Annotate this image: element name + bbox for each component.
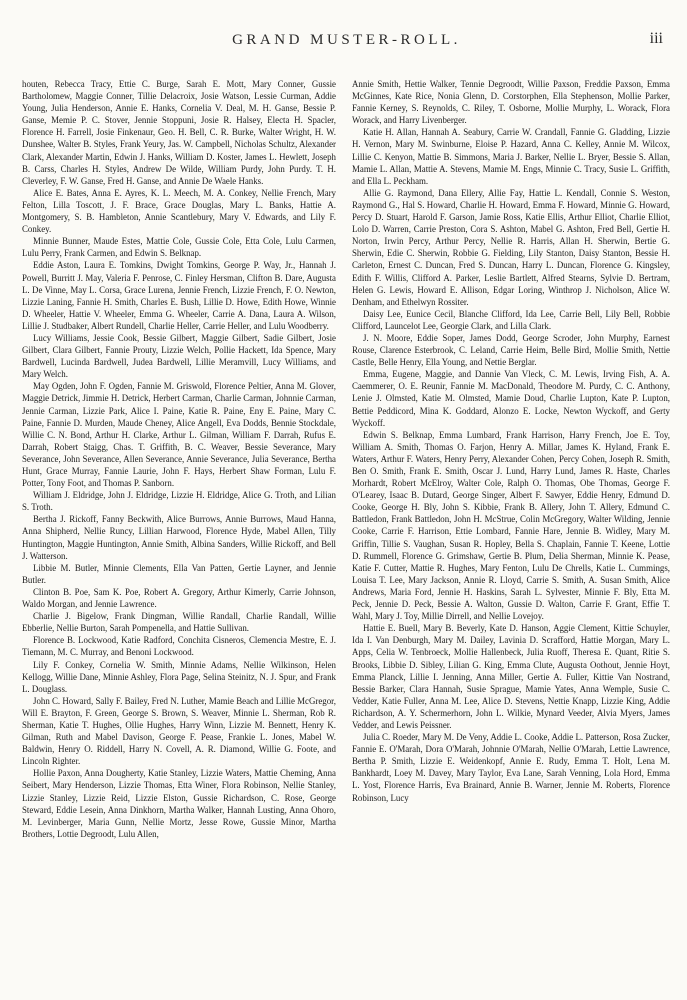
roll-paragraph: May Ogden, John F. Ogden, Fannie M. Griswold, Florence Peltier, Anna M. Glover, Maggie Detrick, Jimmie H. Detrick, Herbert Carman, Charlie Carman, Johnnie Carman, Jennie Carman, Lizzie Park, Alice I. Paine, Katie R. Paine, Eny E. Paine, Mary C. Paine, Fannie D. Murden, Maude Cheney, Alice Angell, Eva Dodds, Bennie Stockdale, Willie C. N. Bond, Arthur H. Clarke, Arthur L. Gilman, William F. Darrah, Rufus E. Darrah, Robert Staigg, Chas. T. Griffith, B. C. Weaver, Bessie Severance, Mary Severance, John Severance, Allen Severance, Annie Severance, Julia Severance, Bertha Hunt, Grace Murray, Fannie Laurie, John F. Hays, Herbert Shaw Forman, Lulu F. Potter, Tony Foot, and Thomas P. Sanborn.: [22, 381, 336, 489]
roll-paragraph: Charlie J. Bigelow, Frank Dingman, Willie Randall, Charlie Randall, Willie Ebberlie, Nellie Burton, Sarah Pompenella, and Hattie Sullivan.: [22, 611, 336, 634]
roll-paragraph: Katie H. Allan, Hannah A. Seabury, Carrie W. Crandall, Fannie G. Gladding, Lizzie H. Vernon, Mary M. Swinburne, Eloise P. Hazard, Anna C. Kelley, Annie M. Wilcox, Lillie C. Kenyon, Mattie B. Simmons, Maria J. Barker, Nellie L. Bryer, Bessie S. Allan, Mamie L. Allan, Mattie A. Stevens, Mamie M. Engs, Minnie C. Tracy, Susie L. Griffith, and Ella L. Peckham.: [352, 127, 670, 186]
roll-paragraph: Alice E. Bates, Anna E. Ayres, K. L. Meech, M. A. Conkey, Nellie French, Mary Felton, Lilla Toscott, J. F. Brace, Grace Douglas, Mary L. Banks, Hattie A. Montgomery, S. B. Hambleton, Annie Scantlebury, Mary V. Edwards, and Lily F. Conkey.: [22, 187, 336, 235]
roll-paragraph: William J. Eldridge, John J. Eldridge, Lizzie H. Eldridge, Alice G. Troth, and Lilian S. Troth.: [22, 490, 336, 513]
roll-paragraph: Minnie Bunner, Maude Estes, Mattie Cole, Gussie Cole, Etta Cole, Lulu Carmen, Lulu Perry, Frank Carmen, and Edwin S. Belknap.: [22, 236, 336, 259]
roll-paragraph: J. N. Moore, Eddie Soper, James Dodd, George Scroder, John Murphy, Earnest Rouse, Clarence Esterbrook, C. Leland, Carrie Heim, Belle Bird, Mollie Smith, Nettie Castle, Belle Henry, Ella Young, and Nettie Berglar.: [352, 332, 670, 368]
running-title: GRAND MUSTER-ROLL.: [232, 32, 461, 48]
roll-paragraph: Bertha J. Rickoff, Fanny Beckwith, Alice Burrows, Annie Burrows, Maud Hanna, Anna Shipherd, Nellie Runcy, Lillian Harwood, Florence Hyde, Mabel Allen, Tilly Huntington, Maggie Huntington, Annie Smith, Albina Sanders, Willie Rickoff, and Bell J. Watterson.: [22, 514, 336, 561]
roll-paragraph: Libbie M. Butler, Minnie Clements, Ella Van Patten, Gertie Layner, and Jennie Butler.: [22, 562, 336, 585]
roll-paragraph: Daisy Lee, Eunice Cecil, Blanche Clifford, Ida Lee, Carrie Bell, Lily Bell, Robbie Clifford, Launcelot Lee, Georgie Clark, and Lilla Clark.: [352, 308, 670, 331]
roll-paragraph: Emma, Eugene, Maggie, and Dannie Van Vleck, C. M. Lewis, Irving Fish, A. A. Caemmerer, O. E. Reunir, Fannie M. MacDonald, Theodore M. Purdy, C. C. Anthony, Lenie J. Olmsted, Katie M. Olmsted, Mamie Doud, Charlie Lupton, Kate P. Lupton, Bettie Peddicord, Mina K. Goddard, Alonzo E. Locke, Newton Wyckoff, and Gerty Wyckoff.: [352, 369, 670, 428]
roll-paragraph: Allie G. Raymond, Dana Ellery, Allie Fay, Hattie L. Kendall, Connie S. Weston, Raymond G., Hal S. Howard, Charlie H. Howard, Emma F. Howard, Minnie G. Howard, Percy D. Stuart, Harold F. Garson, Jamie Ross, Katie Ellis, Arthur Elliot, Charlie Elliot, Lolo D. Warren, Carrie Preston, Cora S. Ashton, Mabel G. Ashton, Fred Bell, Gertie H. Norton, Irwin Percy, Arthur Percy, Nellie R. Harris, Allan H. Sherwin, Bertie G. Sherwin, Edie C. Sherwin, Robbie G. Fielding, Lily Stanton, Daisy Stanton, Bessie H. Carleton, Ernest C. Duncan, Fred S. Duncan, Harry L. Duncan, Florence G. Kingsley, Edith F. Willis, Clifford A. Parker, Leslie Bartlett, Alfred Stearns, Sylvie D. Bertram, Helen G. Lewis, Howard E. Allison, Edgar Loring, Winthrop J. Nicholson, Alice W. Denham, and Ethelwyn Rossiter.: [352, 187, 670, 307]
roll-paragraph: Hollie Paxon, Anna Dougherty, Katie Stanley, Lizzie Waters, Mattie Cheming, Anna Seibert, Mary Henderson, Lizzie Thomas, Etta Winer, Flora Robinson, Nellie Stanley, Lizzie Stanley, Lizzie Reid, Lizzie Elston, Gussie Richardson, C. Rose, George Steward, Eddie Lesein, Anna Dinkhorn, Martha Walker, Hannah Lusting, Anna Ohoro, M. Levinberger, Maria Gunn, Nellie Mortz, Jesse Rowe, Gussie Minor, Martha Brothers, Lottie Degroodt, Lulu Allen,: [22, 768, 336, 839]
left-column: [22, 78, 336, 986]
roll-paragraph: houten, Rebecca Tracy, Ettie C. Burge, Sarah E. Mott, Mary Conner, Gussie Bartholomew, Maggie Conner, Tillie Delacroix, Josie Watson, Lessie Curman, Addie Young, Julia Henderson, Annie E. Hanks, Cornelia V. Deal, M. H. Ganse, Bessie P. Ganse, Memie P. C. Stover, Jennie Stoppuni, Josie R. Halsey, Electa H. Spacler, Florence H. Farrell, Josie Finkenaur, Geo. H. Bell, C. R. Burke, Walter Wright, H. W. Dunshee, Walter B. Styles, Frank Yeury, Jas. W. Campbell, Nicholas Schultz, Alexander Clark, Alexander Martin, Edwin J. Hanks, William D. Koster, James L. Hewlett, Joseph B. Carss, Charles H. Styles, Andrew De Wilde, William Purdy, John Purdy. T. H. Cleverley, F. W. Ganse, Fred H. Ganse, and Annie De Waele Hanks.: [22, 79, 336, 186]
right-column: [352, 78, 670, 986]
roll-paragraph: Clinton B. Poe, Sam K. Poe, Robert A. Gregory, Arthur Kimerly, Carrie Johnson, Waldo Morgan, and Jennie Lawrence.: [22, 586, 336, 610]
roll-paragraph: Lily F. Conkey, Cornelia W. Smith, Minnie Adams, Nellie Wilkinson, Helen Kellogg, Willie Dane, Minnie Ashley, Flora Page, Selina Steinitz, N. J. Spur, and Frank L. Douglass.: [22, 659, 336, 694]
roll-paragraph: John C. Howard, Sally F. Bailey, Fred N. Luther, Mamie Beach and Lillie McGregor, Will E. Brayton, F. Green, George S. Brown, S. Weaver, Minnie L. Sherman, Rob R. Sherman, Katie T. Hughes, Ollie Hughes, Harry Winn, Lizzie M. Bennett, Henry K. Gilman, Ruth and Mabel Davison, George F. Pease, Frankie L. Jones, Mabel W. Baldwin, Henry O. Riddell, Harry N. Covell, A. R. Diamond, Willie G. Foote, and Lincoln Righter.: [22, 695, 336, 767]
roll-paragraph: Julia C. Roeder, Mary M. De Veny, Addie L. Cooke, Addie L. Patterson, Rosa Zucker, Fannie E. O'Marah, Dora O'Marah, Johnnie O'Marah, Nellie O'Marah, Lettie Lawrence, Bertha P. Smith, Lizzie E. Weidenkopf, Annie E. Rudy, Emma T. Holt, Lena M. Bankhardt, Loey M. Davey, Mary Taylor, Eva Lane, Sarah Venning, Lola Hord, Emma L. Yost, Florence Harris, Eva Brainard, Annie B. Warner, Jennie M. Roberts, Florence Robinson, Lucy: [352, 732, 670, 803]
roll-paragraph: Edwin S. Belknap, Emma Lumbard, Frank Harrison, Harry French, Joe E. Toy, William A. Smith, Thomas O. Farjon, Henry A. Millar, James K. Hyland, Frank E. Waters, Arthur F. Waters, Henry Perry, Alexander Cohen, Percy Cohen, Joseph R. Smith, Ben O. Smith, Frank E. Smith, Oscar J. Lund, Harry Lund, James R. Haste, Charles Morhardt, Robert McElroy, Walter Cole, Ralph O. Thomas, Obe Thomas, George F. O'Learey, Isaac B. Dutard, George Singer, Albert F. Sawyer, Eddie Henry, Edmund D. Cooke, George H. Bly, John S. Kibbie, Frank B. Allery, John T. Allery, Edmund C. Battledon, Frank Battledon, John H. McStrue, Colin McGregory, Walter Wilding, Jennie Cooke, Carrie F. Harrison, Ettie Lombard, Fannie Hare, Jennie B. Widley, Mary M. Griffin, Tillie S. Vaughan, Susan R. Hopley, Bella S. Chaplain, Fannie T. Keene, Lottie D. Rummell, Florence G. Grimshaw, Gertie B. Plum, Delia Sherman, Minnie K. Pease, Katie F. Cutter, Mattie R. Hughes, Mary Fenton, Lulu De Chrells, Katie L. Cummings, Louisa T. Lee, Mary Jackson, Annie R. Lloyd, Carrie S. Smith, A. Susan Smith, Alice Andrews, Maria Ford, Jennie H. Haskins, Sarah L. Sylvester, Minnie F. Bly, Etta M. Peck, Jennie D. Peck, Bessie A. Walton, Gussie D. Walton, Carrie F. Grant, Effie T. Wahl, Mary J. Toy, Millie Dirrell, and Nellie Lovejoy.: [352, 429, 670, 622]
roll-paragraph: Annie Smith, Hettie Walker, Tennie Degroodt, Willie Paxson, Freddie Paxson, Emma McGinnes, Kate Rice, Nonia Glenn, D. Corstorphen, Ella Stephenson, Mollie Parker, Fannie Kerney, S. Reynolds, C. Riley, T. Osborne, Mollie Murphy, L. Worack, Flora Worack, and Harry Livenberger.: [352, 79, 670, 126]
page-number: iii: [649, 30, 663, 47]
roll-paragraph: Florence B. Lockwood, Katie Radford, Conchita Cisneros, Clemencia Mestre, E. J. Tiemann, M. C. Murray, and Benoni Lockwood.: [22, 635, 336, 658]
page-header: [22, 24, 671, 54]
roll-paragraph: Lucy Williams, Jessie Cook, Bessie Gilbert, Maggie Gilbert, Sadie Gilbert, Josie Gilbert, Clara Gilbert, Fannie Prouty, Lizzie Welch, Pollie Hackett, Ida Spence, Mary Bardwell, Lucinda Bardwell, Judea Bardwell, Lillie Meramvill, Lucy Williams, and Mary Welch.: [22, 332, 336, 380]
roll-paragraph: Eddie Aston, Laura E. Tomkins, Dwight Tomkins, George P. Way, Jr., Hannah J. Powell, Burritt J. May, Valeria F. Penrose, C. Finley Hersman, Clifton B. Dare, Augusta L. De Vinne, May L. Corsa, Grace Lurena, Jennie French, Lizzie French, F. O. Newton, Lizzie Laning, Fannie H. Smith, Charles E. Bush, Lillie D. Howe, Edith Howe, Winnie D. Wheeler, Hattie V. Wheeler, Emma G. Wheeler, Carrie A. Dana, Laura A. Wilson, Lillie J. Studbaker, Albert Rundell, Charlie Heller, Carrie Heller, and Lulu Woodberry.: [22, 260, 336, 331]
roll-paragraph: Hattie E. Buell, Mary B. Beverly, Kate D. Hanson, Aggie Clement, Kittie Schuyler, Ida I. Van Denburgh, Mary M. Dailey, Lavinia D. Scrafford, Hattie Morgan, Mary L. Apps, Celia W. Tenbroeck, Mollie Hallenbeck, Julia Ruoff, Theresa E. Quant, Ritie S. Brooks, Libbie D. Sibley, Lilian G. King, Emma Clute, Augusta Oothout, Jennie Hoyt, Emma Planck, Lillie I. Jenning, Anna Miller, Gertie A. Fuller, Kittie Van Nostrand, Bessie Barker, Clara Hannah, Susie Sprague, Mamie Yates, Anna Wemple, Susie C. Vedder, Katie Fuller, Anna M. Lee, Alice D. Stevens, Nettie Knapp, Lizzie King, Addie Richardson, A. Y. Schermerhorn, John L. Wilkie, Mynard Veeder, Alvia Myers, James Vedder, and Lewis Peissner.: [352, 623, 670, 730]
